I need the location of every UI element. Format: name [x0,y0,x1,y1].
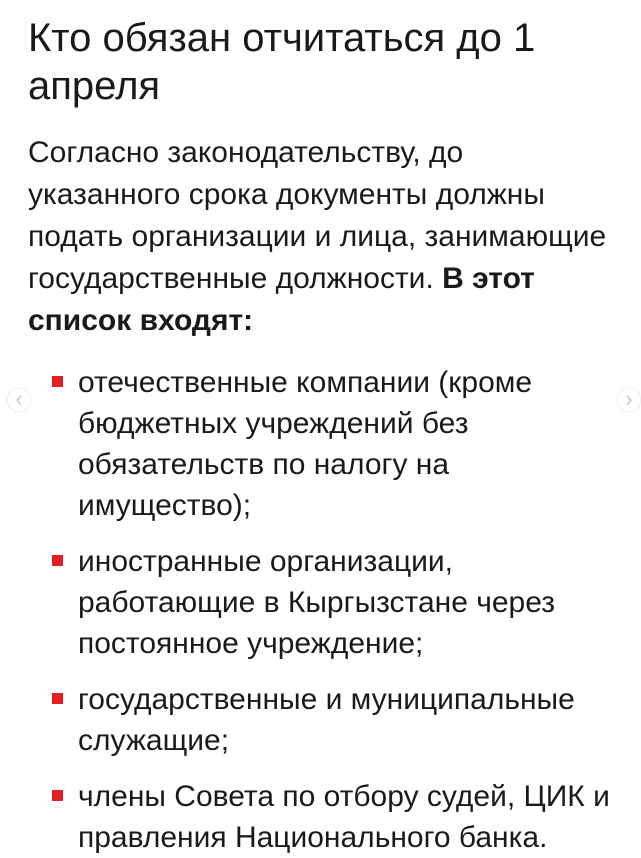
intro-bold-text: В этот список входят: [28,262,535,337]
intro-paragraph [28,132,613,342]
bullet-square-icon [52,693,63,704]
list-item-text: отечественные компании (кроме бюджетных учреждений без обязательств по налогу на имущество); [78,366,533,522]
bullet-square-icon [52,790,63,801]
chevron-right-icon: › [625,385,633,411]
list-item [78,541,613,664]
bullet-square-icon [52,376,63,387]
intro-text: Согласно законодательству, до указанного срока документы должны подать организации и лица, занимающие государственные должности. [28,136,607,295]
list-item-text: иностранные организации, работающие в Кыргызстане через постоянное учреждение; [78,545,555,660]
carousel-prev-button[interactable] [7,385,31,412]
bullet-square-icon [52,555,63,566]
list-item [78,362,613,526]
page-title: Кто обязан отчитаться до 1 апреля [28,16,536,108]
list-item-text: члены Совета по отбору судей, ЦИК и правления Национального банка. [78,780,610,854]
list-item [78,776,613,858]
list-item-text: государственные и муниципальные служащие; [78,683,575,757]
chevron-left-icon: ‹ [15,385,23,411]
list-item [78,679,613,761]
carousel-next-button[interactable] [617,385,641,412]
obligated-list [28,362,613,858]
